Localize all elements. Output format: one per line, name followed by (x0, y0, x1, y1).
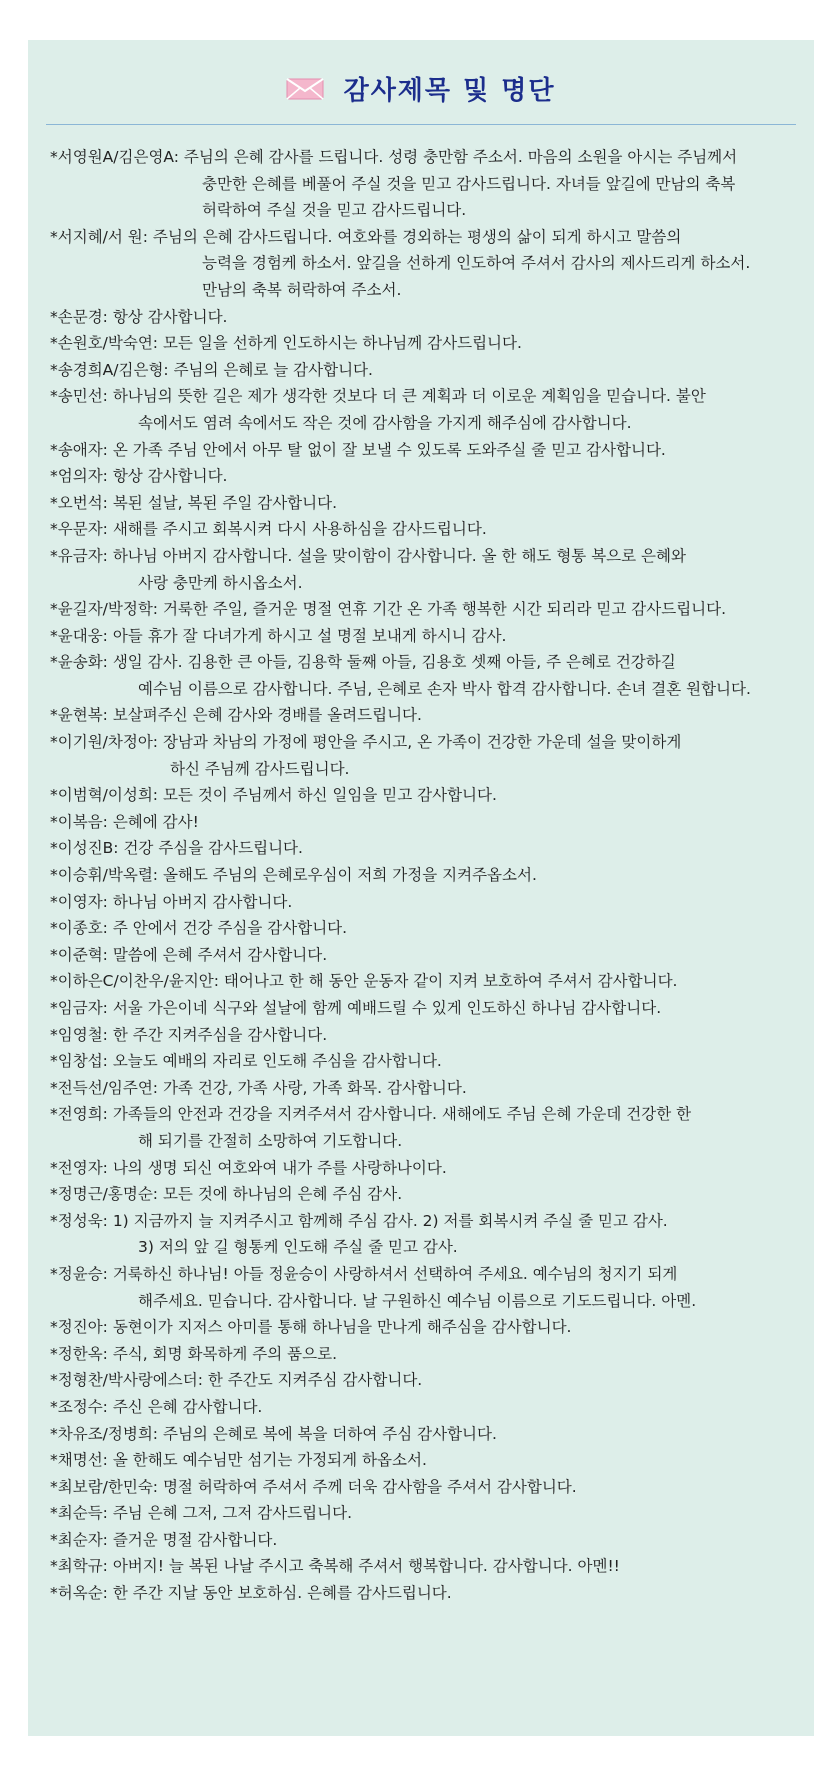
entry-text: *전득선/임주연: 가족 건강, 가족 사랑, 가족 화목. 감사합니다. (50, 1078, 467, 1097)
entry-text: *채명선: 올 한해도 예수님만 섬기는 가정되게 하옵소서. (50, 1451, 427, 1470)
entry-text: *전영자: 나의 생명 되신 여호와여 내가 주를 사랑하나이다. (50, 1158, 447, 1177)
entry-text: *정명근/홍명순: 모든 것에 하나님의 은혜 주심 감사. (50, 1185, 403, 1204)
entry-text: *이하은C/이찬우/윤지안: 태어나고 한 해 동안 운동자 같이 지켜 보호하여 주셔서 감사합니다. (50, 972, 678, 991)
list-item (50, 835, 802, 862)
entry-text: *윤길자/박정학: 거룩한 주일, 즐거운 명절 연휴 기간 온 가족 행복한 시간 되리라 믿고 감사드립니다. (50, 600, 727, 619)
entry-text: *정윤승: 거룩하신 하나님! 아들 정윤승이 사랑하셔서 선택하여 주세요. 예수님의 청지기 되게 (50, 1264, 678, 1283)
list-item (50, 1314, 802, 1341)
list-item (50, 1527, 802, 1554)
entry-text-continued: 허락하여 주실 것을 믿고 감사드립니다. (202, 201, 467, 220)
page-title: 감사제목 및 명단 (343, 76, 556, 106)
entry-text-continued: 해주세요. 믿습니다. 감사합니다. 날 구원하신 예수님 이름으로 기도드립니다. 아멘. (138, 1291, 697, 1310)
entry-text: *조정수: 주신 은혜 감사합니다. (50, 1397, 263, 1416)
entry-text: *임창섭: 오늘도 예배의 자리로 인도해 주심을 감사합니다. (50, 1052, 442, 1071)
list-item (50, 224, 802, 304)
entry-text: *유금자: 하나님 아버지 감사합니다. 설을 맞이함이 감사합니다. 올 한 해도 형통 복으로 은혜와 (50, 546, 686, 565)
entry-text: *윤송화: 생일 감사. 김용한 큰 아들, 김용학 둘째 아들, 김용호 셋째 아들, 주 은혜로 건강하길 (50, 653, 676, 672)
list-item (50, 1022, 802, 1049)
list-item (50, 1101, 802, 1154)
entry-text: *최보람/한민숙: 명절 허락하여 주셔서 주께 더욱 감사함을 주셔서 감사합니다. (50, 1477, 577, 1496)
list-item (50, 809, 802, 836)
list-item (50, 437, 802, 464)
entry-text-continued: 해 되기를 간절히 소망하여 기도합니다. (138, 1131, 403, 1150)
list-item (50, 383, 802, 436)
envelope-icon (286, 77, 324, 101)
entry-text: *정성욱: 1) 지금까지 늘 지켜주시고 함께해 주심 감사. 2) 저를 회복시켜 주실 줄 믿고 감사. (50, 1211, 668, 1230)
entry-text: *정진아: 동현이가 지저스 아미를 통해 하나님을 만나게 해주심을 감사합니다. (50, 1318, 572, 1337)
entry-text: *송애자: 온 가족 주님 안에서 아무 탈 없이 잘 보낼 수 있도록 도와주실 줄 믿고 감사합니다. (50, 440, 666, 459)
entry-text: *이범혁/이성희: 모든 것이 주님께서 하신 일임을 믿고 감사합니다. (50, 786, 497, 805)
entry-text-continued: 능력을 경험케 하소서. 앞길을 선하게 인도하여 주셔서 감사의 제사드리게 하소서. (202, 254, 751, 273)
entry-text: *윤대웅: 아들 휴가 잘 다녀가게 하시고 설 명절 보내게 하시니 감사. (50, 626, 507, 645)
entry-text-continued: 사랑 충만케 하시옵소서. (138, 573, 303, 592)
list-item (50, 1447, 802, 1474)
entry-text: *허옥순: 한 주간 지날 동안 보호하심. 은혜를 감사드립니다. (50, 1584, 452, 1603)
list-item (50, 729, 802, 782)
list-item (50, 995, 802, 1022)
entry-text: *이종호: 주 안에서 건강 주심을 감사합니다. (50, 919, 348, 938)
list-item (50, 1394, 802, 1421)
entry-text: *우문자: 새해를 주시고 회복시켜 다시 사용하심을 감사드립니다. (50, 520, 487, 539)
list-item (50, 463, 802, 490)
list-item (50, 543, 802, 596)
entry-text: *서지혜/서 원: 주님의 은혜 감사드립니다. 여호와를 경외하는 평생의 삶이 되게 하시고 말씀의 (50, 227, 682, 246)
entry-text: *임영철: 한 주간 지켜주심을 감사합니다. (50, 1025, 328, 1044)
list-item (50, 357, 802, 384)
entries-list (50, 144, 802, 1607)
list-item (50, 304, 802, 331)
entry-text-continued: 만남의 축복 허락하여 주소서. (202, 280, 402, 299)
list-item (50, 1048, 802, 1075)
list-item (50, 144, 802, 224)
entry-text-continued: 예수님 이름으로 감사합니다. 주님, 은혜로 손자 박사 합격 감사합니다. 손녀 결혼 원합니다. (138, 679, 751, 698)
entry-text-continued: 3) 저의 앞 길 형통케 인도해 주실 줄 믿고 감사. (138, 1238, 458, 1257)
list-item (50, 490, 802, 517)
entry-text-continued: 속에서도 염려 속에서도 작은 것에 감사함을 가지게 해주심에 감사합니다. (138, 413, 632, 432)
entry-text: *전영희: 가족들의 안전과 건강을 지켜주셔서 감사합니다. 새해에도 주님 은혜 가운데 건강한 한 (50, 1105, 692, 1124)
list-item (50, 330, 802, 357)
list-item (50, 915, 802, 942)
list-item (50, 1075, 802, 1102)
list-item (50, 596, 802, 623)
list-item (50, 1500, 802, 1527)
list-item (50, 1261, 802, 1314)
list-item (50, 1181, 802, 1208)
entry-text: *손원호/박숙연: 모든 일을 선하게 인도하시는 하나님께 감사드립니다. (50, 334, 522, 353)
entry-text: *이승휘/박옥렬: 올해도 주님의 은혜로우심이 저희 가정을 지켜주옵소서. (50, 866, 537, 885)
list-item (50, 649, 802, 702)
entry-text: *엄의자: 항상 감사합니다. (50, 467, 228, 486)
list-item (50, 942, 802, 969)
entry-text: *이성진B: 건강 주심을 감사드립니다. (50, 839, 303, 858)
entry-text: *손문경: 항상 감사합니다. (50, 307, 228, 326)
entry-text: *정한옥: 주식, 회명 화목하게 주의 품으로. (50, 1344, 338, 1363)
entry-text: *최학규: 아버지! 늘 복된 나날 주시고 축복해 주셔서 행복합니다. 감사합니다. 아멘!! (50, 1557, 620, 1576)
entry-text: *차유조/정병희: 주님의 은혜로 복에 복을 더하여 주심 감사합니다. (50, 1424, 497, 1443)
entry-text: *이준혁: 말씀에 은혜 주셔서 감사합니다. (50, 945, 328, 964)
entry-text-continued: 하신 주님께 감사드립니다. (170, 759, 350, 778)
entry-text: *윤현복: 보살펴주신 은혜 감사와 경배를 올려드립니다. (50, 706, 422, 725)
entry-text: *송경희A/김은형: 주님의 은혜로 늘 감사합니다. (50, 360, 373, 379)
prayer-list-panel (28, 40, 814, 1736)
list-item (50, 1208, 802, 1261)
entry-text: *정형찬/박사랑에스더: 한 주간도 지켜주심 감사합니다. (50, 1371, 423, 1390)
title-row (28, 70, 814, 110)
list-item (50, 623, 802, 650)
entry-text: *최순득: 주님 은혜 그저, 그저 감사드립니다. (50, 1504, 353, 1523)
list-item (50, 1367, 802, 1394)
title-divider (46, 124, 796, 125)
list-item (50, 862, 802, 889)
list-item (50, 782, 802, 809)
list-item (50, 516, 802, 543)
list-item (50, 1474, 802, 1501)
list-item (50, 1421, 802, 1448)
entry-text: *최순자: 즐거운 명절 감사합니다. (50, 1530, 278, 1549)
list-item (50, 1553, 802, 1580)
list-item (50, 702, 802, 729)
entry-text: *임금자: 서울 가은이네 식구와 설날에 함께 예배드릴 수 있게 인도하신 하나님 감사합니다. (50, 999, 662, 1017)
entry-text-continued: 충만한 은혜를 베풀어 주실 것을 믿고 감사드립니다. 자녀들 앞길에 만남의 축복 (202, 174, 736, 193)
entry-text: *서영원A/김은영A: 주님의 은혜 감사를 드립니다. 성령 충만함 주소서. 마음의 소원을 아시는 주님께서 (50, 148, 738, 166)
entry-text: *이복음: 은혜에 감사! (50, 812, 199, 831)
entry-text: *이기원/차정아: 장남과 차남의 가정에 평안을 주시고, 온 가족이 건강한 가운데 설을 맞이하게 (50, 733, 682, 752)
entry-text: *이영자: 하나님 아버지 감사합니다. (50, 892, 293, 911)
list-item (50, 1341, 802, 1368)
entry-text: *송민선: 하나님의 뜻한 길은 제가 생각한 것보다 더 큰 계획과 더 이로운 계획임을 믿습니다. 불안 (50, 387, 706, 406)
list-item (50, 1155, 802, 1182)
list-item (50, 889, 802, 916)
list-item (50, 968, 802, 995)
entry-text: *오번석: 복된 설날, 복된 주일 감사합니다. (50, 493, 338, 512)
list-item (50, 1580, 802, 1607)
